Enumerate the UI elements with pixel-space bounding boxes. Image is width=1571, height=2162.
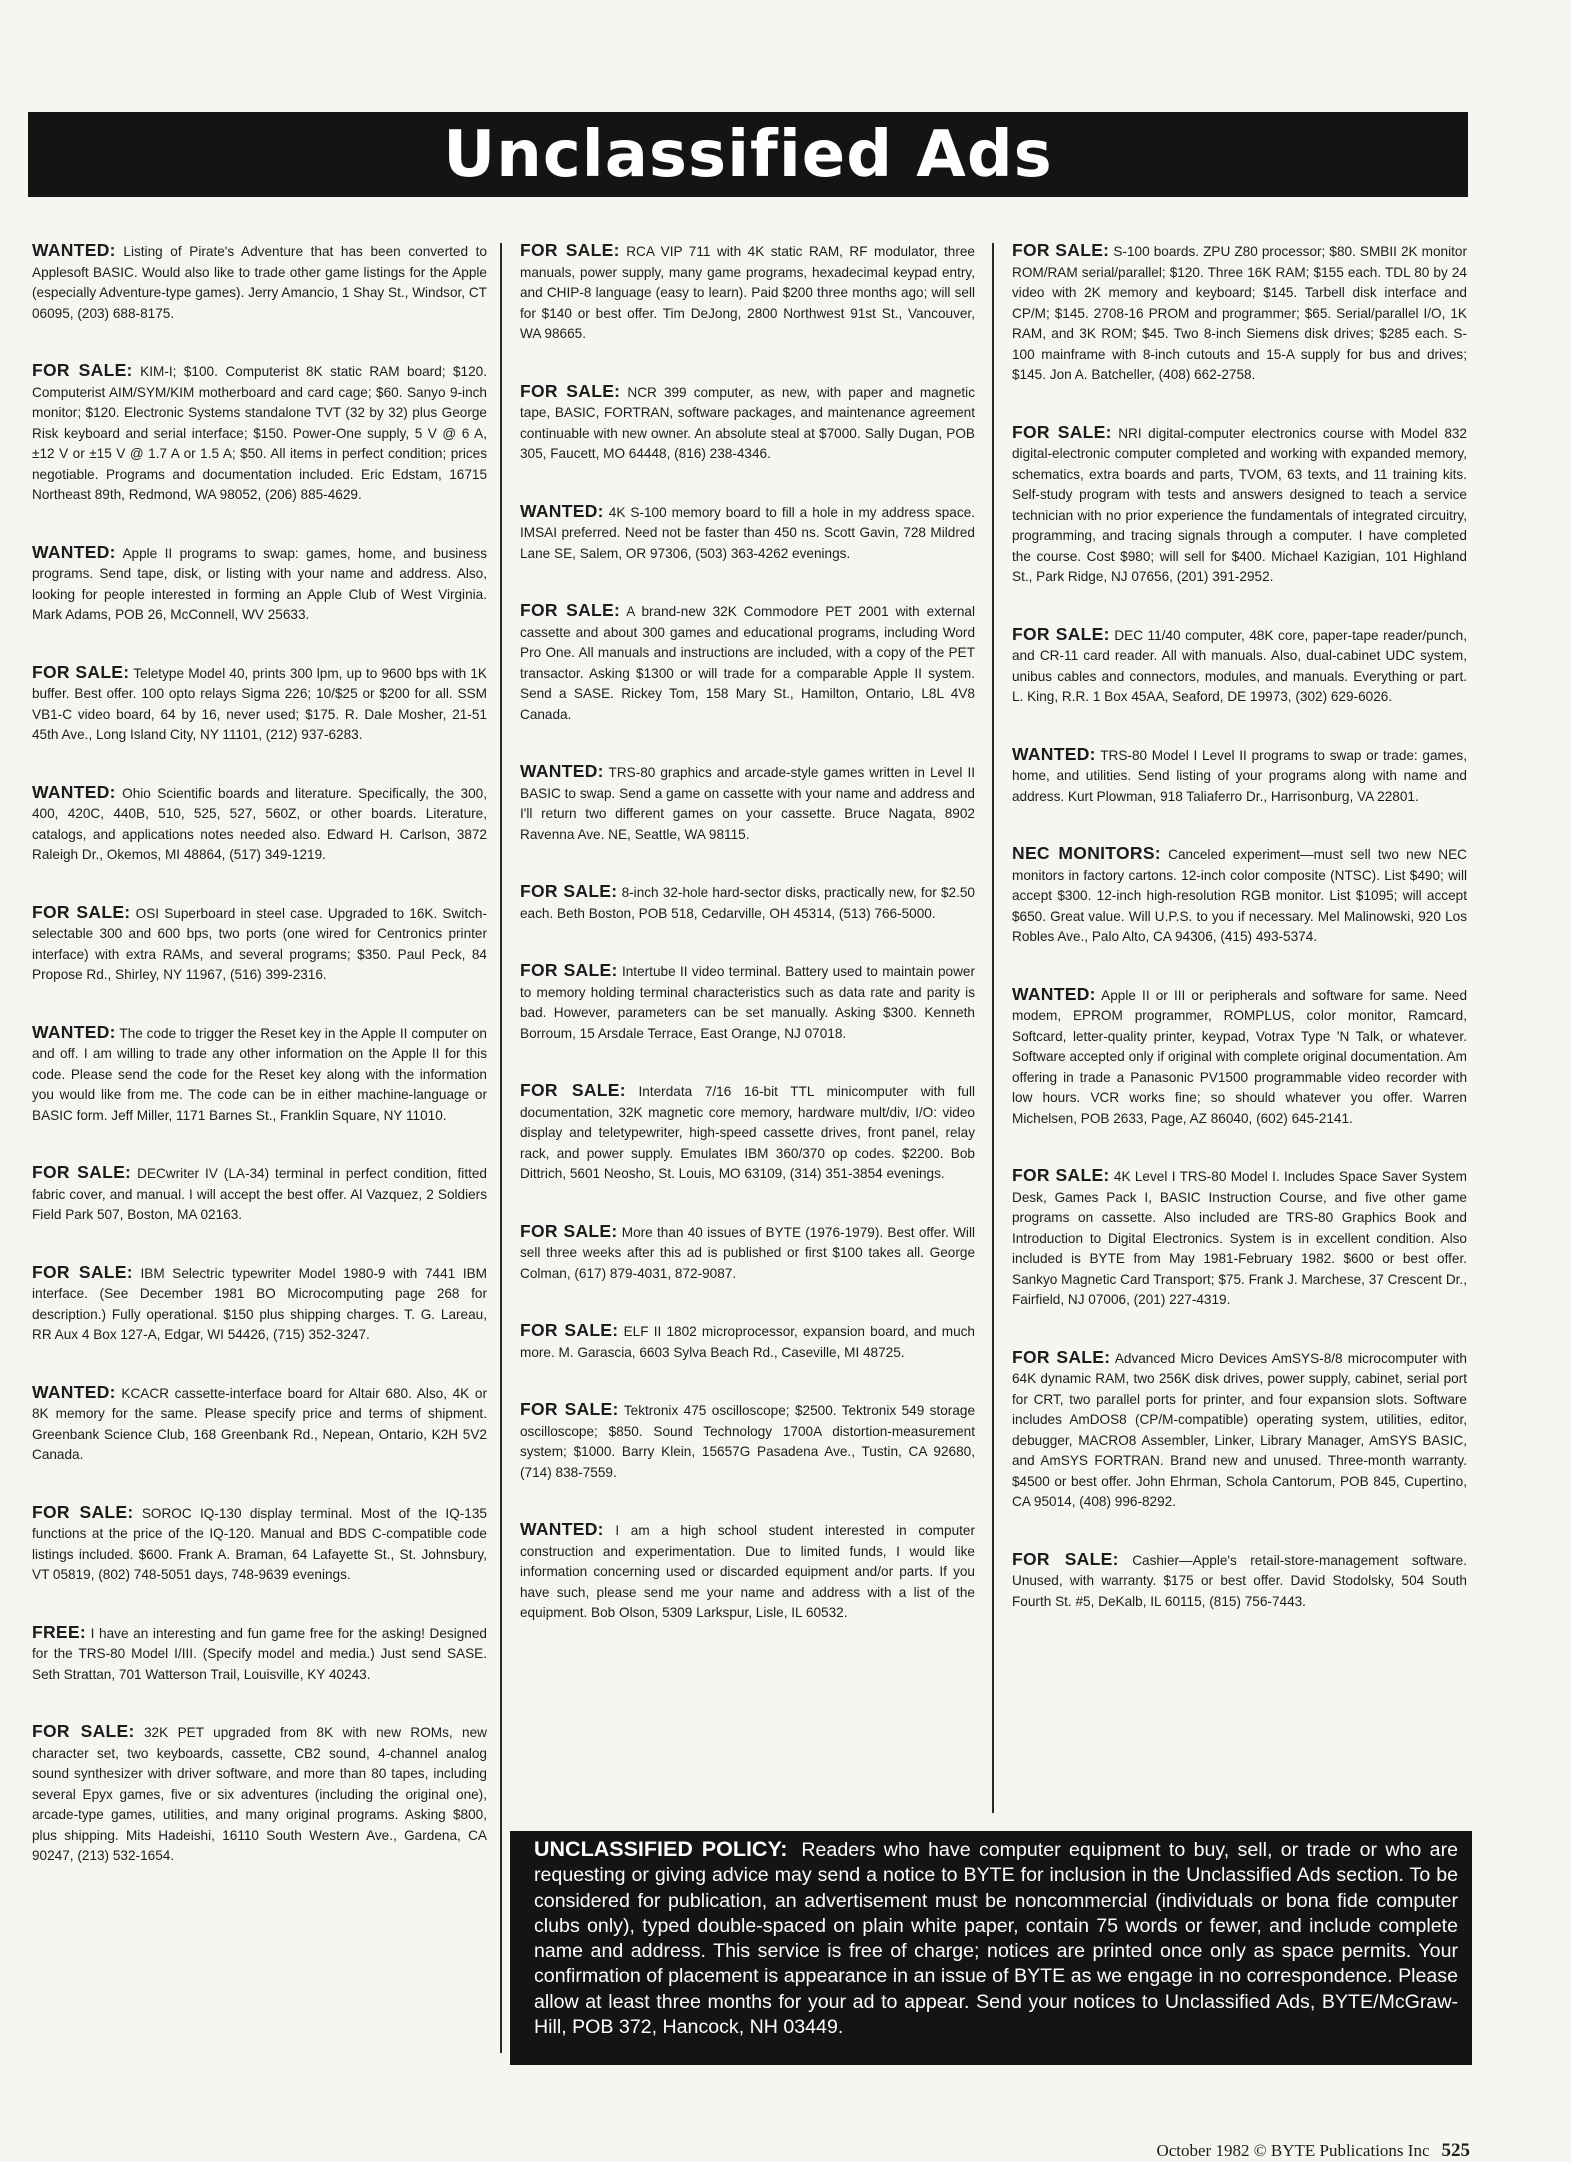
classified-ad bbox=[1012, 1165, 1467, 1311]
ad-keyword: FREE: bbox=[32, 1621, 86, 1642]
classified-ad bbox=[32, 360, 487, 506]
ad-text: S-100 boards. ZPU Z80 processor; $80. SMBII 2K monitor ROM/RAM serial/parallel; $120. Three 16K RAM; $155 each. TDL 80 by 24 video with 2K memory and keyboard; $145. Tarbell disk interface and CP/M; $145. 2708-16 PROM and programmer; $65. Serial/parallel I/O, 1K RAM, and 3K ROM; $45. Two 8-inch Siemens disk drives; $285 each. S-100 mainframe with 8-inch cutouts and 15-A supply for bus and drives; $145. Jon A. Batcheller, (408) 662-2758. bbox=[1012, 244, 1468, 382]
ad-keyword: WANTED: bbox=[32, 1381, 116, 1402]
page-footer bbox=[1110, 2140, 1470, 2162]
column-divider bbox=[992, 243, 994, 1813]
ad-text: Tektronix 475 oscilloscope; $2500. Tektronix 549 storage oscilloscope; $850. Sound Technology 1700A distortion-measurement system; $1000. Barry Klein, 15657G Pasadena Ave., Tustin, CA 92680, (714) 838-7559. bbox=[520, 1403, 976, 1480]
ad-text: KCACR cassette-interface board for Altair 680. Also, 4K or 8K memory for the same. Please specify price and terms of shipment. Greenbank Science Club, 168 Greenbank Rd., Nepean, Ontario, K2H 5V2 Canada. bbox=[32, 1385, 487, 1462]
ad-text: I am a high school student interested in computer construction and experimentation. Due to limited funds, I would like information concerning used or discarded equipment and/or parts. If you have such, please send me your name and address with a list of the equipment. Bob Olson, 5309 Larkspur, Lisle, IL 60532. bbox=[520, 1523, 975, 1620]
classified-ad bbox=[32, 1622, 487, 1686]
ad-keyword: FOR SALE: bbox=[32, 661, 130, 682]
ad-text: Intertube II video terminal. Battery used to maintain power to memory holding terminal characteristics such as data rate and parity is bad. However, parameters can be set manually. Asking $300. Kenneth Borroum, 15 Arsdale Terrace, East Orange, NJ 07018. bbox=[520, 964, 975, 1041]
ad-text: TRS-80 Model I Level II programs to swap or trade: games, home, and utilities. Send listing of your programs along with name and address. Kurt Plowman, 918 Taliaferro Dr., Harrisonburg, VA 22801. bbox=[1012, 747, 1468, 804]
classified-ad bbox=[1012, 422, 1467, 588]
ad-keyword: FOR SALE: bbox=[520, 240, 620, 260]
classified-ad bbox=[520, 960, 975, 1044]
page-banner bbox=[28, 112, 1468, 197]
ad-keyword: FOR SALE: bbox=[520, 1399, 619, 1419]
ad-column-3 bbox=[1012, 240, 1467, 1612]
ad-keyword: FOR SALE: bbox=[520, 881, 618, 901]
classified-ad bbox=[32, 782, 487, 866]
ad-keyword: FOR SALE: bbox=[32, 1162, 132, 1182]
ad-text: Listing of Pirate's Adventure that has been converted to Applesoft BASIC. Would also like to trade other game listings for the Apple (especially Adventure-type games). Jerry Amancio, 1 Shay St., Windsor, CT 06095, (203) 688-8175. bbox=[32, 244, 487, 321]
ad-text: SOROC IQ-130 display terminal. Most of the IQ-135 functions at the price of the IQ-120. Manual and BDS C-compatible code listings included. $600. Frank A. Braman, 64 Lafayette St., St. Johnsbury, VT 05819, (802) 748-5051 days, 748-9639 evenings. bbox=[32, 1505, 487, 1582]
classified-ad bbox=[32, 662, 487, 746]
ad-text: KIM-I; $100. Computerist 8K static RAM board; $120. Computerist AIM/SYM/KIM motherboard and card cage; $60. Sanyo 9-inch monitor; $120. Electronic Systems standalone TVT (32 by 32) plus George Risk keyboard and serial interface; $150. Power-One supply, 5 V @ 6 A, ±12 V or ±15 V @ 1.7 A or 1.5 A; $50. All items in perfect condition; prices negotiable. Programs and documentation included. Eric Edstam, 16715 Northeast 89th, Redmond, WA 98052, (206) 885-4629. bbox=[32, 364, 488, 502]
ad-text: Advanced Micro Devices AmSYS-8/8 microcomputer with 64K dynamic RAM, two 256K disk drives, power supply, cabinet, serial port for CRT, two parallel ports for printer, and four expansion slots. Software includes AmDOS8 (CP/M-compatible) operating system, utilities, editor, debugger, MACRO8 Assembler, Linker, Library Manager, AmSYS BASIC, and AmSYS FORTRAN. Brand new and unused. Three-month warranty. $4500 or best offer. John Ehrman, Schola Cantorum, POB 845, Cupertino, CA 95014, (408) 996-8292. bbox=[1012, 1350, 1467, 1509]
ad-text: ELF II 1802 microprocessor, expansion board, and much more. M. Garascia, 6603 Sylva Beach Rd., Caseville, MI 48725. bbox=[520, 1324, 975, 1360]
ad-text: NRI digital-computer electronics course with Model 832 digital-electronic computer completed and working with expanded memory, schematics, extra boards and parts, TVOM, 63 texts, and 11 training kits. Self-study program with tests and answers designed to teach a service technician with no prior experience the fundamentals of integrated circuitry, programming, and tracing signals through a computer. I have completed the course. Cost $980; will sell for $400. Michael Kazigian, 101 Highland St., Park Ridge, NJ 07656, (201) 391-2952. bbox=[1012, 425, 1467, 584]
ad-keyword: WANTED: bbox=[520, 761, 604, 781]
ad-keyword: FOR SALE: bbox=[520, 960, 618, 980]
ad-keyword: FOR SALE: bbox=[32, 1721, 135, 1741]
ad-text: A brand-new 32K Commodore PET 2001 with external cassette and about 300 games and educational programs, including Word Pro One. All manuals and instructions are included, with a copy of the PET transactor. Asking $1300 or will trade for a comparable Apple II system. Send a SASE. Rickey Tom, 158 Mary St., Hamilton, Ontario, L8L 4V8 Canada. bbox=[520, 604, 975, 722]
classified-ad bbox=[1012, 1347, 1467, 1513]
policy-text: Readers who have computer equipment to buy, sell, or trade or who are requesting or giving advice may send a notice to BYTE for inclusion in the Unclassified Ads section. To be considered for publication, an advertisement must be noncommercial (individuals or bona fide computer clubs only), typed double-spaced on plain white paper, contain 75 words or fewer, and include complete name and address. This service is free of charge; notices are printed once only as space permits. Your confirmation of placement is appearance in an issue of BYTE as we engage in no correspondence. Please allow at least three months for your ad to appear. Send your notices to Unclassified Ads, BYTE/McGraw-Hill, POB 372, Hancock, NH 03449. bbox=[534, 1839, 1458, 2039]
classified-ad bbox=[32, 902, 487, 986]
classified-ad bbox=[520, 1399, 975, 1483]
classified-ad bbox=[520, 381, 975, 465]
page-number: 525 bbox=[1441, 2140, 1470, 2161]
ad-text: Canceled experiment—must sell two new NEC monitors in factory cartons. 12-inch color composite (NTSC). List $490; will accept $300. 12-inch high-resolution RGB monitor. List $1095; will accept $650. Great value. Will U.P.S. to you if necessary. Mel Malinowski, 920 Los Robles Ave., Palo Alto, CA 94306, (415) 493-5374. bbox=[1012, 847, 1467, 944]
ad-text: Apple II programs to swap: games, home, and business programs. Send tape, disk, or listing with your name and address. Also, looking for people interested in forming an Apple Club of West Virginia. Mark Adams, POB 26, McConnell, WV 25633. bbox=[32, 545, 487, 622]
classified-ad bbox=[32, 1502, 487, 1586]
ad-text: OSI Superboard in steel case. Upgraded to 16K. Switch-selectable 300 and 600 bps, two ports (one wired for Centronics printer interface) with extra RAMs, and several programs; $350. Paul Peck, 84 Propose Rd., Shirley, NY 11967, (516) 399-2316. bbox=[32, 905, 487, 982]
ad-keyword: WANTED: bbox=[520, 500, 604, 521]
classified-ad bbox=[32, 1162, 487, 1226]
unclassified-policy-box bbox=[510, 1831, 1472, 2065]
classified-ad bbox=[520, 761, 975, 845]
ad-text: 32K PET upgraded from 8K with new ROMs, new character set, two keyboards, cassette, CB2 sound, 4-channel analog sound synthesizer with driver software, and more than 80 tapes, including several Epyx games, five or six adventures (including the original one), arcade-type games, utilities, and many original programs. Asking $800, plus shipping. Mits Hadeishi, 16110 South Western Ave., Gardena, CA 90247, (213) 532-1654. bbox=[32, 1725, 487, 1863]
page-title: Unclassified Ads bbox=[443, 117, 1053, 192]
ad-text: Cashier—Apple's retail-store-management software. Unused, with warranty. $175 or best offer. David Stodolsky, 504 South Fourth St. #5, DeKalb, IL 60115, (815) 756-7443. bbox=[1012, 1552, 1467, 1609]
classified-ad bbox=[32, 1721, 487, 1867]
ad-keyword: NEC MONITORS: bbox=[1012, 843, 1161, 863]
ad-text: DECwriter IV (LA-34) terminal in perfect condition, fitted fabric cover, and manual. I will accept the best offer. Al Vazquez, 2 Soldiers Field Park 507, Boston, MA 02163. bbox=[32, 1166, 487, 1222]
ad-keyword: FOR SALE: bbox=[520, 600, 621, 620]
ad-keyword: WANTED: bbox=[1012, 983, 1096, 1004]
ad-text: 8-inch 32-hole hard-sector disks, practically new, for $2.50 each. Beth Boston, POB 518, Cedarville, OH 45314, (513) 766-5000. bbox=[520, 885, 975, 921]
classified-ad bbox=[1012, 624, 1467, 708]
ad-keyword: FOR SALE: bbox=[520, 380, 621, 401]
classified-ad bbox=[520, 501, 975, 565]
classified-ad bbox=[520, 881, 975, 924]
ad-text: More than 40 issues of BYTE (1976-1979). Best offer. Will sell three weeks after this ad is published or first $100 takes all. George Colman, (617) 879-4031, 872-9087. bbox=[520, 1224, 975, 1281]
classified-ad bbox=[1012, 843, 1467, 948]
ad-keyword: FOR SALE: bbox=[32, 360, 133, 380]
ad-keyword: FOR SALE: bbox=[32, 901, 131, 922]
ad-keyword: FOR SALE: bbox=[1012, 421, 1112, 442]
ad-keyword: FOR SALE: bbox=[1012, 240, 1110, 260]
ad-keyword: WANTED: bbox=[520, 1519, 604, 1539]
classified-ad bbox=[1012, 984, 1467, 1130]
ad-keyword: FOR SALE: bbox=[520, 1220, 618, 1241]
classified-ad bbox=[1012, 240, 1467, 386]
ad-text: 4K Level I TRS-80 Model I. Includes Space Saver System Desk, Games Pack I, BASIC Instruction Course, and five other game programs on cassette. Also included are TRS-80 Graphics Book and Introduction to Digital Electronics. System is in excellent condition. Also included is BYTE from May 1981-February 1982. $600 or best offer. Sankyo Magnetic Card Transport; $75. Frank J. Marchese, 37 Crescent Dr., Fairfield, NJ 07006, (201) 227-4319. bbox=[1012, 1169, 1467, 1307]
classified-ad bbox=[1012, 744, 1467, 808]
ad-text: DEC 11/40 computer, 48K core, paper-tape reader/punch, and CR-11 card reader. All with manuals. Also, dual-cabinet UDC system, unibus cables and connectors, modules, and manuals. Everything or part. L. King, R.R. 1 Box 45AA, Seaford, DE 19973, (302) 629-6026. bbox=[1012, 627, 1467, 704]
ad-keyword: FOR SALE: bbox=[1012, 1165, 1110, 1185]
ad-text: TRS-80 graphics and arcade-style games written in Level II BASIC to swap. Send a game on cassette with your name and address and I'll return two different games on your cassette. Bruce Nagata, 8902 Ravenna Ave. NE, Seattle, WA 98115. bbox=[520, 765, 976, 842]
classified-ad bbox=[32, 1262, 487, 1346]
classified-ad bbox=[520, 600, 975, 725]
classified-ad bbox=[520, 1519, 975, 1624]
ad-text: RCA VIP 711 with 4K static RAM, RF modulator, three manuals, power supply, many game programs, hexadecimal keypad entry, and CHIP-8 language (easy to learn). Paid $200 three months ago; will sell for $140 or best offer. Tim DeJong, 2800 Northwest 91st St., Vancouver, WA 98665. bbox=[520, 244, 975, 341]
policy-heading: UNCLASSIFIED POLICY: bbox=[534, 1837, 788, 1861]
ad-text: 4K S-100 memory board to fill a hole in my address space. IMSAI preferred. Need not be faster than 450 ns. Scott Gavin, 728 Mildred Lane SE, Salem, OR 97306, (503) 363-4262 evenings. bbox=[520, 504, 975, 561]
ad-text: Interdata 7/16 16-bit TTL minicomputer with full documentation, 32K magnetic core memory, hardware mult/div, I/O: video display and teletypewriter, high-speed cassette drives, front panel, relay rack, and power supply. Emulates IBM 360/370 op codes. $2200. Bob Dittrich, 5601 Neosho, St. Louis, MO 63109, (314) 351-3854 evenings. bbox=[520, 1084, 975, 1181]
ad-keyword: WANTED: bbox=[32, 781, 116, 802]
classified-ad bbox=[1012, 1549, 1467, 1613]
ad-text: I have an interesting and fun game free for the asking! Designed for the TRS-80 Model I/III. (Specify model and media.) Just send SASE. Seth Strattan, 701 Watterson Trail, Louisville, KY 40243. bbox=[32, 1625, 487, 1682]
ad-text: IBM Selectric typewriter Model 1980-9 with 7441 IBM interface. (See December 1981 BO Microcomputing page 268 for description.) Fully operational. $150 plus shipping charges. T. G. Lareau, RR Aux 4 Box 127-A, Edgar, WI 54426, (715) 352-3247. bbox=[32, 1265, 487, 1342]
ad-keyword: WANTED: bbox=[32, 541, 116, 562]
classified-ad bbox=[520, 240, 975, 345]
ad-text: The code to trigger the Reset key in the Apple II computer on and off. I am willing to trade any other information on the Apple II for this code. Please send the code for the Reset key along with the information you would like from me. The code can be in either machine-language or BASIC form. Jeff Miller, 1171 Barnes St., Franklin Square, NY 11010. bbox=[32, 1025, 487, 1123]
ad-keyword: FOR SALE: bbox=[1012, 623, 1110, 644]
ad-keyword: WANTED: bbox=[32, 1021, 116, 1042]
ad-keyword: WANTED: bbox=[1012, 743, 1096, 764]
column-divider bbox=[500, 243, 502, 2053]
classified-ad bbox=[32, 542, 487, 626]
ad-text: Teletype Model 40, prints 300 lpm, up to 9600 bps with 1K buffer. Best offer. 100 opto relays Sigma 226; 10/$25 or $200 for all. SSM VB1-C video board, 64 by 16, never used; $175. R. Dale Mosher, 21-51 45th Ave., Long Island City, NY 11101, (212) 937-6283. bbox=[32, 665, 487, 742]
classified-ad bbox=[32, 1022, 487, 1127]
ad-keyword: FOR SALE: bbox=[520, 1080, 626, 1100]
ad-keyword: FOR SALE: bbox=[32, 1261, 133, 1282]
footer-credit: October 1982 © BYTE Publications Inc bbox=[1156, 2141, 1430, 2160]
classified-ad bbox=[520, 1221, 975, 1285]
ad-keyword: WANTED: bbox=[32, 240, 116, 260]
ad-text: Apple II or III or peripherals and software for same. Need modem, EPROM programmer, ROMPLUS, color monitor, Ramcard, Softcard, letter-quality printer, keypad, Votrax Type 'N Talk, or whatever. Software accepted only if original with complete original documentation. Am offering in trade a Panasonic PV1500 programmable video recorder with low hours. VCR works fine; so should whatever you offer. Warren Michelsen, POB 2633, Page, AZ 86040, (602) 645-2141. bbox=[1012, 987, 1468, 1126]
classified-ad bbox=[520, 1080, 975, 1185]
ad-keyword: FOR SALE: bbox=[1012, 1346, 1111, 1367]
ad-column-2 bbox=[520, 240, 975, 1624]
ad-text: NCR 399 computer, as new, with paper and magnetic tape, BASIC, FORTRAN, software packages, and maintenance agreement continuable with new owner. An absolute steal at $7000. Sally Dugan, POB 305, Faucett, MO 64448, (816) 238-4346. bbox=[520, 384, 975, 461]
ad-keyword: FOR SALE: bbox=[520, 1320, 619, 1340]
classified-ad bbox=[32, 1382, 487, 1466]
classified-ad bbox=[32, 240, 487, 324]
classified-ad bbox=[520, 1320, 975, 1363]
ad-text: Ohio Scientific boards and literature. Specifically, the 300, 400, 420C, 440B, 510, 525, 527, 560Z, or other boards. Literature, catalogs, and applications notes needed also. Edward H. Carlson, 3872 Raleigh Dr., Okemos, MI 48864, (517) 349-1219. bbox=[32, 785, 487, 862]
ad-keyword: FOR SALE: bbox=[1012, 1548, 1119, 1569]
ad-keyword: FOR SALE: bbox=[32, 1501, 134, 1522]
ad-column-1 bbox=[32, 240, 487, 1867]
